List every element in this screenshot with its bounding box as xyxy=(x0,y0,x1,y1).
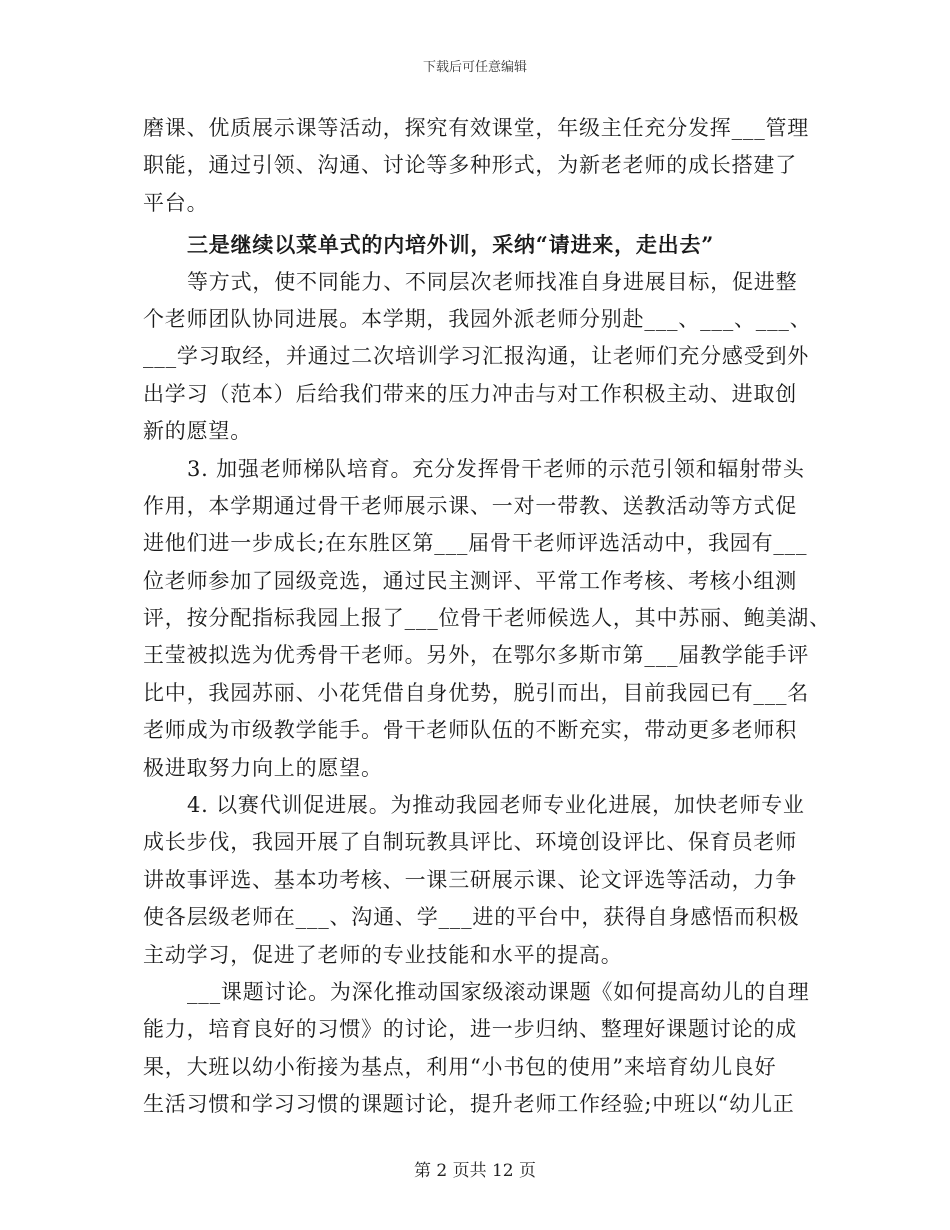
text-line: 磨课、优质展示课等活动，探究有效课堂，年级主任充分发挥___管理 xyxy=(143,116,810,140)
text-line: 比中，我园苏丽、小花凭借自身优势，脱引而出，目前我园已有___名 xyxy=(143,680,810,705)
text-line: 3. 加强老师梯队培育。充分发挥骨干老师的示范引领和辐射带头 xyxy=(187,456,805,481)
text-line: 评，按分配指标我园上报了___位骨干老师候选人，其中苏丽、鲍美湖、 xyxy=(143,606,831,631)
text-line: 新的愿望。 xyxy=(143,419,252,444)
section-heading: 三是继续以菜单式的内培外训，采纳“请进来，走出去” xyxy=(187,232,715,258)
page-footer: 第 2 页共 12 页 xyxy=(413,1161,537,1181)
text-line: ___课题讨论。为深化推动国家级滚动课题《如何提高幼儿的自理 xyxy=(187,979,810,1004)
text-line: 生活习惯和学习习惯的课题讨论，提升老师工作经验;中班以“幼儿正 xyxy=(143,1092,795,1117)
text-line: ___学习取经，并通过二次培训学习汇报沟通，让老师们充分感受到外 xyxy=(143,344,810,369)
text-line: 果，大班以幼小衔接为基点，利用“小书包的使用”来培育幼儿良好 xyxy=(143,1054,777,1079)
text-line: 讲故事评选、基本功考核、一课三研展示课、论文评选等活动，力争 xyxy=(143,867,797,892)
text-line: 平台。 xyxy=(143,190,209,215)
text-line: 使各层级老师在___、沟通、学___进的平台中，获得自身感悟而积极 xyxy=(143,905,800,930)
text-line: 等方式，使不同能力、不同层次老师找准自身进展目标，促进整 xyxy=(187,269,798,294)
text-line: 老师成为市级教学能手。骨干老师队伍的不断充实，带动更多老师积 xyxy=(143,718,797,743)
page-header: 下载后可任意编辑 xyxy=(422,60,527,75)
text-line: 出学习（范本）后给我们带来的压力冲击与对工作积极主动、进取创 xyxy=(143,381,797,406)
text-line: 4. 以赛代训促进展。为推动我园老师专业化进展，加快老师专业 xyxy=(187,793,805,818)
text-line: 极进取努力向上的愿望。 xyxy=(143,755,383,780)
text-line: 能力，培育良好的习惯》的讨论，进一步归纳、整理好课题讨论的成 xyxy=(143,1017,797,1042)
text-line: 王莹被拟选为优秀骨干老师。另外，在鄂尔多斯市第___届教学能手评 xyxy=(143,643,810,668)
text-line: 主动学习，促进了老师的专业技能和水平的提高。 xyxy=(143,942,623,967)
text-line: 进他们进一步成长;在东胜区第___届骨干老师评选活动中，我园有___ xyxy=(143,531,808,556)
text-line: 成长步伐，我园开展了自制玩教具评比、环境创设评比、保育员老师 xyxy=(143,830,797,855)
text-line: 个老师团队协同进展。本学期，我园外派老师分别赴___、___、___、 xyxy=(143,306,812,331)
text-line: 位老师参加了园级竞选，通过民主测评、平常工作考核、考核小组测 xyxy=(143,568,797,593)
text-line: 作用，本学期通过骨干老师展示课、一对一带教、送教活动等方式促 xyxy=(143,493,797,518)
text-line: 职能，通过引领、沟通、讨论等多种形式，为新老老师的成长搭建了 xyxy=(143,153,797,178)
document-body xyxy=(143,110,831,1124)
